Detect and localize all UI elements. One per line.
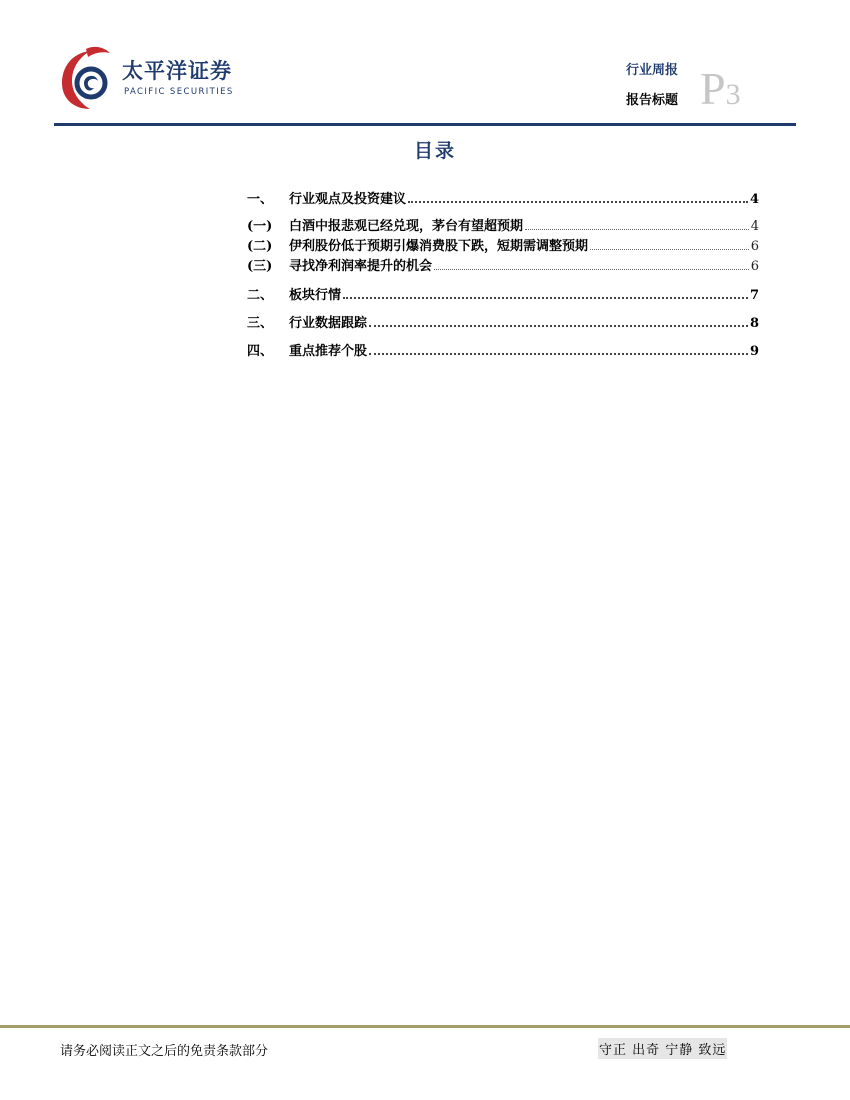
toc-entry[interactable] (247, 312, 759, 332)
company-motto: 守正 出奇 宁静 致远 (598, 1038, 727, 1059)
toc-entry-title: 重点推荐个股 (289, 344, 368, 359)
toc-entry-page: 6 (750, 259, 759, 274)
report-type-label: 行业周报 (626, 63, 679, 78)
toc-leader-dots (525, 229, 749, 230)
toc-entry-page: 7 (749, 288, 759, 303)
toc-entry-title: 行业观点及投资建议 (289, 192, 407, 207)
toc-entry-number: 四、 (247, 344, 274, 359)
toc-entry-number: 二、 (247, 288, 274, 303)
toc-entry[interactable] (247, 215, 759, 235)
toc-entry-page: 9 (749, 344, 759, 359)
toc-heading: 目录 (413, 140, 456, 162)
toc-leader-dots (434, 269, 749, 270)
toc-entry-page: 4 (749, 192, 759, 207)
toc-entry[interactable] (247, 255, 759, 275)
toc-entry-page: 4 (750, 219, 759, 234)
footer-divider (0, 1025, 850, 1028)
toc-entry-title: 白酒中报悲观已经兑现，茅台有望超预期 (289, 219, 524, 234)
toc-leader-dots (369, 325, 748, 327)
brand-name-cn: 太平洋证券 (122, 59, 232, 83)
toc-leader-dots (408, 201, 748, 203)
toc-entry[interactable] (247, 284, 759, 304)
toc-entry-number: (一) (247, 219, 273, 234)
toc-entry-number: (三) (247, 259, 273, 274)
toc-leader-dots (343, 297, 748, 299)
header-divider (54, 123, 796, 126)
toc-entry-page: 6 (750, 239, 759, 254)
toc-entry-number: 一、 (247, 192, 274, 207)
page-header (0, 0, 850, 130)
toc-entry-title: 行业数据跟踪 (289, 316, 368, 331)
page-mark-number: 3 (725, 78, 741, 111)
toc-entry-number: (二) (247, 239, 273, 254)
toc-entry[interactable] (247, 188, 759, 208)
disclaimer-note: 请务必阅读正文之后的免责条款部分 (60, 1044, 269, 1059)
toc-entry-title: 伊利股份低于预期引爆消费股下跌，短期需调整预期 (289, 239, 589, 254)
toc-entry[interactable] (247, 235, 759, 255)
toc-entry-number: 三、 (247, 316, 274, 331)
company-logo (60, 45, 234, 115)
page-mark-letter: P (700, 63, 726, 114)
toc-entry-page: 8 (749, 316, 759, 331)
page-number-mark (700, 63, 741, 114)
toc-leader-dots (590, 249, 749, 250)
brand-name-en: PACIFIC SECURITIES (124, 87, 234, 97)
toc-entry-title: 寻找净利润率提升的机会 (289, 259, 433, 274)
report-title-label: 报告标题 (626, 93, 679, 108)
toc-entry-title: 板块行情 (289, 288, 342, 303)
pacific-logo-icon (60, 45, 118, 111)
toc-leader-dots (369, 353, 748, 355)
toc-entry[interactable] (247, 340, 759, 360)
